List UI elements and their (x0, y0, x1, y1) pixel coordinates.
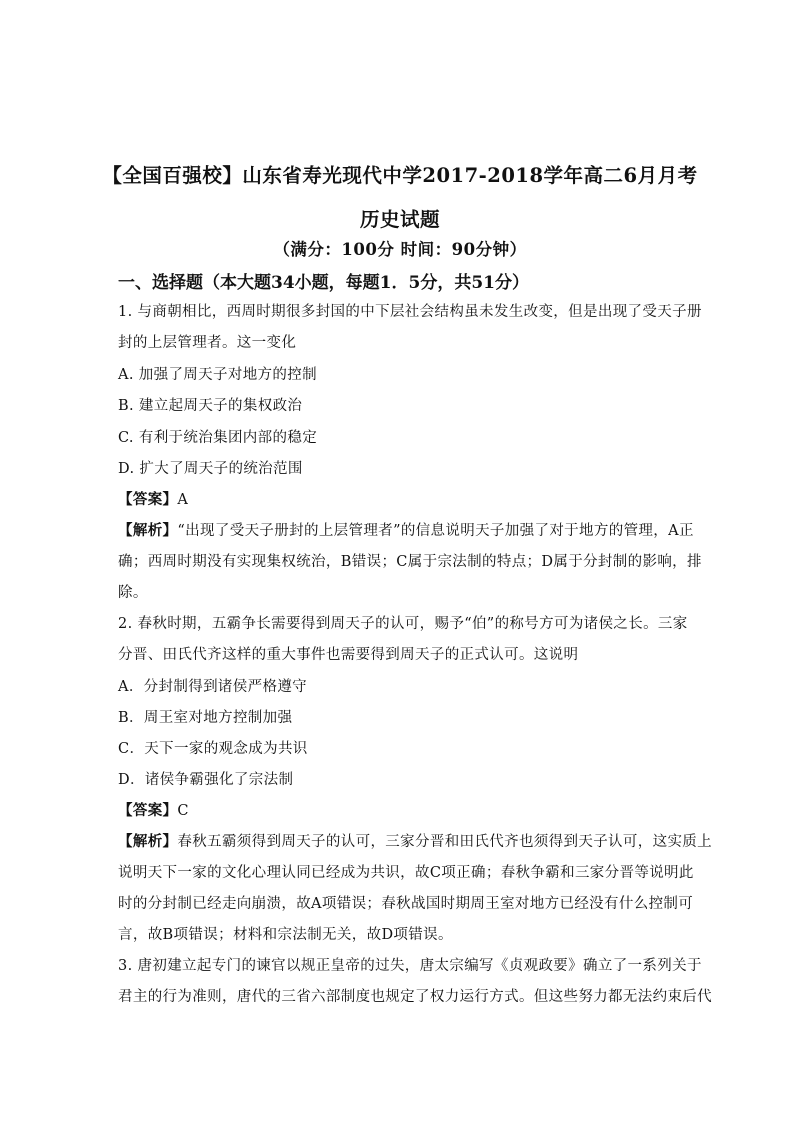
analysis-text: 春秋五霸须得到周天子的认可，三家分晋和田氏代齐也须得到天子认可，这实质上 (177, 834, 713, 850)
q3-stem-line2: 君主的行为准则，唐代的三省六部制度也规定了权力运行方式。但这些努力都无法约束后代 (118, 989, 712, 1005)
q2-option-a: A．分封制得到诸侯严格遵守 (118, 679, 308, 695)
q2-analysis-line2: 说明天下一家的文化心理认同已经成为共识，故C项正确；春秋争霸和三家分晋等说明此 (118, 865, 694, 881)
q2-stem-line2: 分晋、田氏代齐这样的重大事件也需要得到周天子的正式认可。这说明 (118, 647, 579, 663)
document-title: 【全国百强校】山东省寿光现代中学2017-2018学年高二6月月考 (102, 164, 698, 187)
q2-option-c: C．天下一家的观念成为共识 (118, 741, 308, 757)
q2-analysis-line1 (118, 830, 712, 851)
q1-analysis-line1 (118, 519, 694, 540)
q1-option-a: A. 加强了周天子对地方的控制 (118, 367, 317, 383)
q2-answer (118, 799, 189, 820)
answer-tag: 【答案】 (118, 802, 178, 819)
analysis-text: “出现了受天子册封的上层管理者”的信息说明天子加强了对于地方的管理，A正 (177, 523, 694, 539)
q1-analysis-line3: 除。 (118, 585, 148, 601)
q2-analysis-line4: 言，故B项错误；材料和宗法制无关，故D项错误。 (118, 927, 453, 943)
answer-value: A (177, 492, 189, 508)
q1-answer (118, 488, 188, 509)
answer-tag: 【答案】 (118, 491, 178, 508)
q1-option-c: C. 有利于统治集团内部的稳定 (118, 430, 318, 446)
analysis-tag: 【解析】 (118, 833, 178, 850)
answer-value: C (177, 803, 189, 819)
q3-stem-line1: 3. 唐初建立起专门的谏官以规正皇帝的过失，唐太宗编写《贞观政要》确立了一系列关于 (118, 958, 702, 974)
q1-analysis-line2: 确；西周时期没有实现集权统治，B错误；C属于宗法制的特点；D属于分封制的影响，排 (118, 554, 702, 570)
q1-option-b: B. 建立起周天子的集权政治 (118, 398, 303, 414)
section-heading: 一、选择题（本大题34小题，每题1．5分，共51分） (118, 273, 529, 293)
q1-stem-line2: 封的上层管理者。这一变化 (118, 335, 297, 351)
q2-option-d: D．诸侯争霸强化了宗法制 (118, 772, 294, 788)
q1-stem-line1: 1. 与商朝相比，西周时期很多封国的中下层社会结构虽未发生改变，但是出现了受天子册 (118, 304, 702, 320)
q2-stem-line1: 2. 春秋时期，五霸争长需要得到周天子的认可，赐予“伯”的称号方可为诸侯之长。三家 (118, 616, 688, 632)
exam-info: （满分：100分 时间：90分钟） (273, 240, 527, 259)
q2-option-b: B．周王室对地方控制加强 (118, 710, 293, 726)
analysis-tag: 【解析】 (118, 522, 178, 539)
q2-analysis-line3: 时的分封制已经走向崩溃，故A项错误；春秋战国时期周王室对地方已经没有什么控制可 (118, 896, 694, 912)
q1-option-d: D. 扩大了周天子的统治范围 (118, 461, 303, 477)
document-subtitle: 历史试题 (359, 208, 440, 231)
